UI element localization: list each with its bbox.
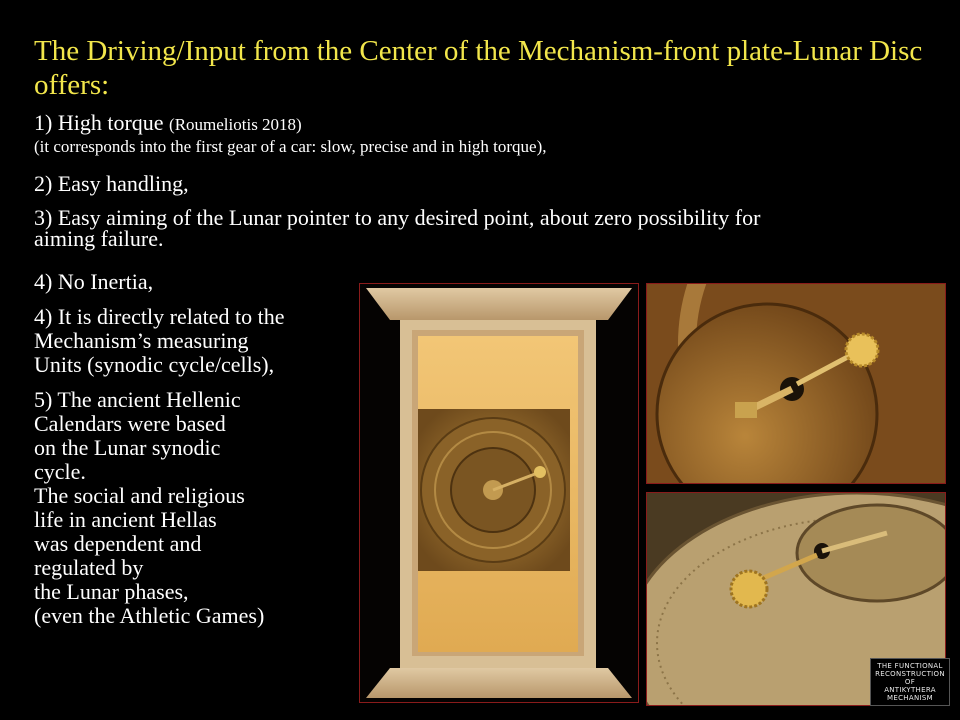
logo-line: THE FUNCTIONAL [877, 662, 943, 670]
point-3-line-2: aiming failure. [34, 226, 164, 251]
logo-line: RECONSTRUCTION [875, 670, 945, 678]
point-4b-line: Mechanism’s measuring [34, 328, 249, 353]
point-5-line: cycle. [34, 459, 86, 484]
point-5-line: the Lunar phases, [34, 579, 189, 604]
point-1-text: 1) High torque [34, 110, 170, 135]
point-2: 2) Easy handling, [34, 171, 189, 196]
point-3-line-1: 3) Easy aiming of the Lunar pointer to any desired point, about zero possibility for [34, 205, 761, 230]
reconstruction-logo [870, 658, 950, 706]
point-3 [34, 207, 760, 249]
mechanism-case-image [360, 284, 638, 702]
lunar-disc-closeup-photo [646, 283, 946, 484]
point-1 [34, 111, 302, 137]
left-text-column [34, 270, 344, 639]
point-5-line: Calendars were based [34, 411, 226, 436]
logo-line: MECHANISM [887, 694, 933, 702]
point-5-line: 5) The ancient Hellenic [34, 387, 241, 412]
point-5-line: regulated by [34, 555, 144, 580]
slide-title: The Driving/Input from the Center of the Mechanism-front plate-Lunar Disc offers: [34, 35, 923, 101]
point-4b-line: 4) It is directly related to the [34, 304, 285, 329]
logo-line: OF [904, 678, 916, 686]
logo-line: ANTIKYTHERA [884, 686, 936, 694]
point-5-line: (even the Athletic Games) [34, 603, 265, 628]
lunar-disc-closeup-image [647, 284, 945, 483]
point-5 [34, 388, 344, 628]
point-4b-line: Units (synodic cycle/cells), [34, 352, 275, 377]
point-1-note: (it corresponds into the first gear of a car: slow, precise and in high torque), [34, 137, 547, 156]
point-1-citation: (Roumeliotis 2018) [169, 115, 302, 134]
point-4b [34, 305, 344, 377]
point-5-line: The social and religious [34, 483, 245, 508]
mechanism-case-photo [359, 283, 639, 703]
point-4a: 4) No Inertia, [34, 269, 154, 294]
point-5-line: on the Lunar synodic [34, 435, 221, 460]
point-5-line: life in ancient Hellas [34, 507, 217, 532]
point-5-line: was dependent and [34, 531, 202, 556]
